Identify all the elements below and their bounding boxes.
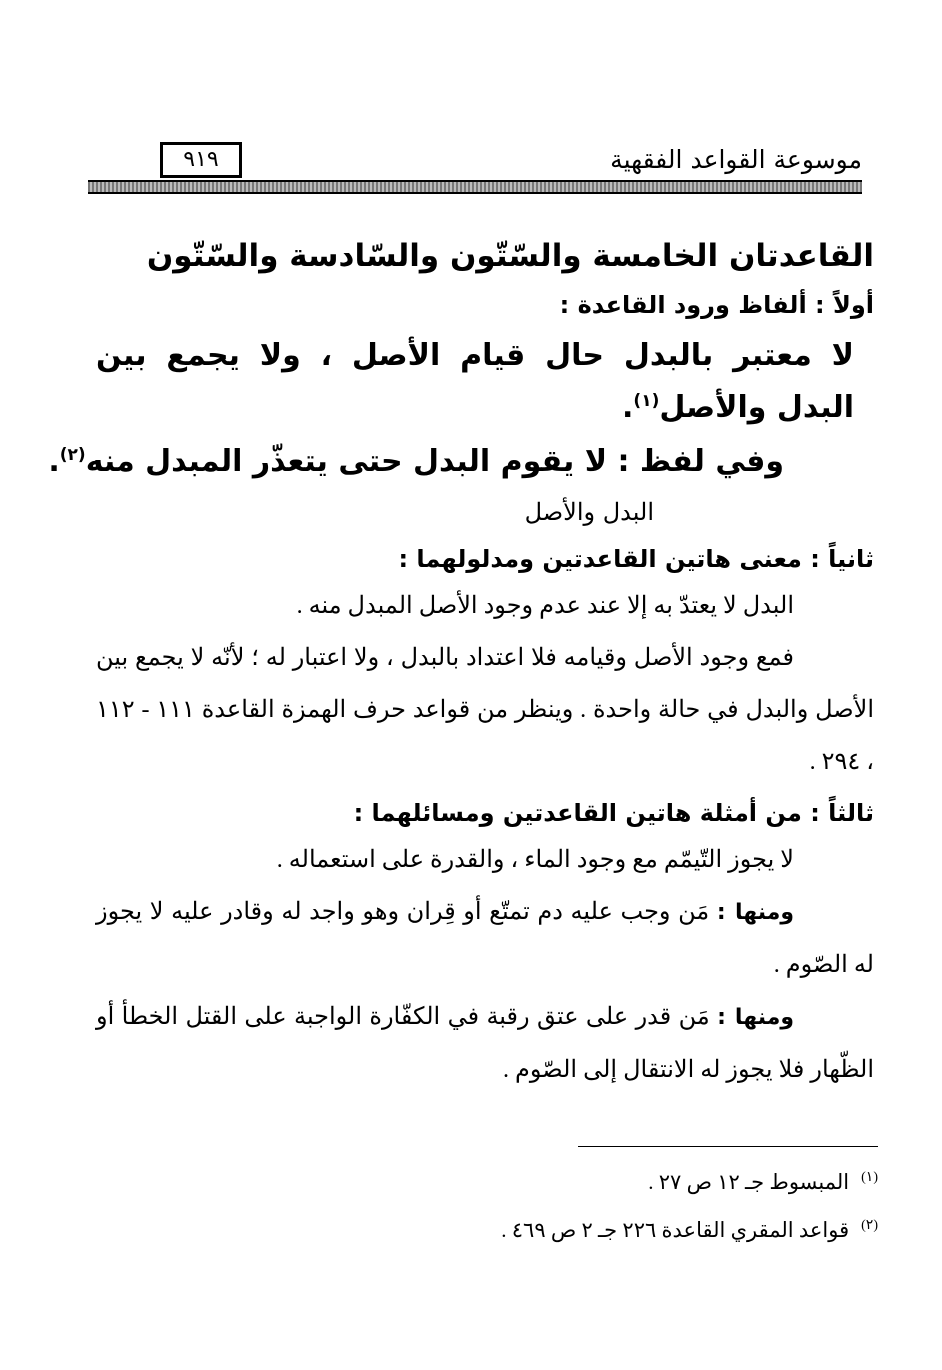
section-title: القاعدتان الخامسة والسّتّون والسّادسة والسّتّون (146, 238, 874, 274)
alt-rule-text-body: وفي لفظ : لا يقوم البدل حتى يتعذّر المبدل منه (85, 444, 784, 479)
page-header (88, 140, 862, 196)
footnote-2-number: (٢) (861, 1218, 878, 1233)
running-title: موسوعة القواعد الفقهية (610, 145, 862, 174)
meaning-paragraph-1: البدل لا يعتدّ به إلا عند عدم وجود الأصل المبدل منه . (296, 593, 794, 619)
page-body (48, 232, 874, 1096)
footnote-1-number: (١) (861, 1170, 878, 1185)
footnote-separator (578, 1146, 878, 1147)
example-3-lead: ومنها : (717, 1005, 794, 1030)
example-paragraph-3 (96, 991, 874, 1096)
meaning-paragraph-2: فمع وجود الأصل وقيامه فلا اعتداد بالبدل ، ولا اعتبار له ؛ لأنّه لا يجمع بين الأصل والبدل في حالة واحدة . وينظر من قواعد حرف الهمزة القاعدة ١١١ - ١١٢ ، ٢٩٤ . (96, 645, 874, 775)
footnotes (178, 1158, 878, 1254)
keyword-line: البدل والأصل (524, 498, 654, 526)
rule-text-body: لا معتبر بالبدل حال قيام الأصل ، ولا يجمع بين البدل والأصل (96, 338, 854, 425)
footnote-ref-2: (٢) (59, 445, 86, 465)
footnote-ref-1: (١) (633, 391, 660, 411)
rule-text: لا معتبر بالبدل حال قيام الأصل ، ولا يجمع بين البدل والأصل$^{(١)}$. (96, 338, 854, 425)
header-rule (88, 180, 862, 194)
part3-heading: ثالثاً : من أمثلة هاتين القاعدتين ومسائلهما : (353, 799, 874, 827)
example-2-text: مَن وجب عليه دم تمتّع أو قِران وهو واجد له وقادر عليه لا يجوز له الصّوم . (96, 899, 874, 978)
footnote-2-text: قواعد المقري القاعدة ٢٢٦ جـ ٢ ص ٤٦٩ . (501, 1218, 850, 1242)
footnote-1-text: المبسوط جـ ١٢ ص ٢٧ . (648, 1170, 850, 1194)
part1-heading: أولاً : ألفاظ ورود القاعدة : (559, 291, 874, 319)
footnote-1 (178, 1158, 878, 1206)
page-number: ٩١٩ (160, 142, 242, 178)
example-paragraph-2 (96, 886, 874, 991)
alt-rule-text: وفي لفظ : لا يقوم البدل حتى يتعذّر المبدل منه$^{(٢)}$. (48, 444, 784, 479)
example-2-lead: ومنها : (716, 900, 795, 925)
footnote-2 (178, 1206, 878, 1254)
example-3-text: مَن قدر على عتق رقبة في الكفّارة الواجبة على القتل الخطأ أو الظّهار فلا يجوز له الانتقال إلى الصّوم . (96, 1004, 874, 1083)
part2-heading: ثانياً : معنى هاتين القاعدتين ومدلولهما : (398, 545, 874, 573)
example-paragraph-1: لا يجوز التّيمّم مع وجود الماء ، والقدرة على استعماله . (276, 847, 794, 873)
